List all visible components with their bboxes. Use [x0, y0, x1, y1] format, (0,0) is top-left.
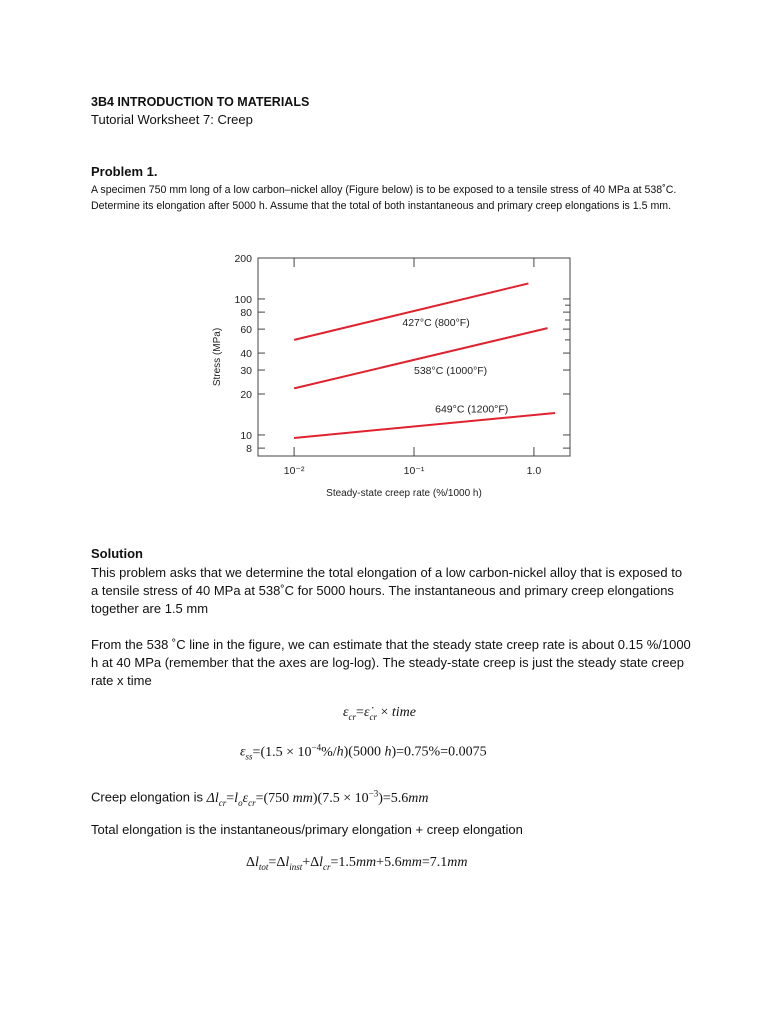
y-tick-label: 80: [240, 307, 252, 320]
creep-elongation-line: [91, 784, 691, 811]
chart-series: [294, 283, 555, 438]
y-tick-label: 60: [240, 324, 252, 337]
worksheet-subtitle: Tutorial Worksheet 7: Creep: [91, 112, 253, 127]
y-tick-label: 40: [240, 348, 252, 361]
y-tick-label: 200: [234, 253, 252, 265]
series-line: [294, 413, 555, 438]
problem-statement: A specimen 750 mm long of a low carbon–nickel alloy (Figure below) is to be exposed to a tensile stress of 40 MPa at 538˚C. Determine its elongation after 5000 h. Assume that the total of both instantaneous and primary creep elongations is 1.5 mm.: [91, 184, 677, 212]
x-tick-label: 10⁻¹: [403, 465, 425, 477]
x-tick-label: 1.0: [526, 465, 542, 477]
series-label: 427°C (800°F): [402, 316, 470, 329]
solution-paragraph-2: From the 538 ˚C line in the figure, we can estimate that the steady state creep rate is about 0.15 %/1000 h at 40 MPa (remember that the axes are log-log). The steady-state creep is just the steady state creep rate x time: [91, 637, 691, 688]
y-axis-label: Stress (MPa): [212, 327, 223, 387]
equation-total-elongation: $\Delta l_{tot}=\Delta l_{inst}+\Delta l_{cr}=1.5mm+5.6mm=7.1mm$: [246, 855, 468, 872]
solution-paragraph-1: This problem asks that we determine the total elongation of a low carbon-nickel alloy that is exposed to a tensile stress of 40 MPa at 538˚C for 5000 hours. The instantaneous and primary creep elongations together are 1.5 mm: [91, 565, 683, 616]
series-label: 649°C (1200°F): [435, 403, 509, 416]
course-title: 3B4 INTRODUCTION TO MATERIALS: [91, 95, 310, 109]
equation-creep-elongation: $\Delta l_{cr}=l_o\varepsilon_{cr}=(750$ $mm)(7.5 \times 10^{-3})=5.6mm$: [206, 788, 429, 808]
equation-steady-state-strain: $\varepsilon_{ss}=(1.5 \times 10^{-4}\%/h)(5000$ h)=0.75%=0.0075: [240, 742, 487, 762]
y-tick-label: 10: [240, 429, 252, 442]
chart-labels: [212, 317, 508, 498]
chart-ticks: [234, 253, 570, 477]
series-label: 538°C (1000°F): [414, 364, 488, 377]
equation-creep-strain: $\varepsilon_{cr}=\varepsiloṅ_{cr}$ × time: [343, 705, 416, 722]
solution-heading: Solution: [91, 546, 143, 561]
creep-elongation-label: Creep elongation is: [91, 789, 204, 805]
x-axis-label: Steady-state creep rate (%/1000 h): [326, 488, 482, 498]
creep-chart: [200, 248, 590, 498]
x-tick-label: 10⁻²: [283, 465, 305, 477]
y-tick-label: 20: [240, 388, 252, 401]
total-elongation-text: Total elongation is the instantaneous/primary elongation + creep elongation: [91, 822, 523, 837]
series-line: [294, 283, 528, 339]
series-line: [294, 328, 547, 388]
y-tick-label: 30: [240, 365, 252, 378]
y-tick-label: 100: [234, 293, 252, 306]
problem-heading: Problem 1.: [91, 164, 158, 179]
y-tick-label: 8: [246, 443, 252, 456]
